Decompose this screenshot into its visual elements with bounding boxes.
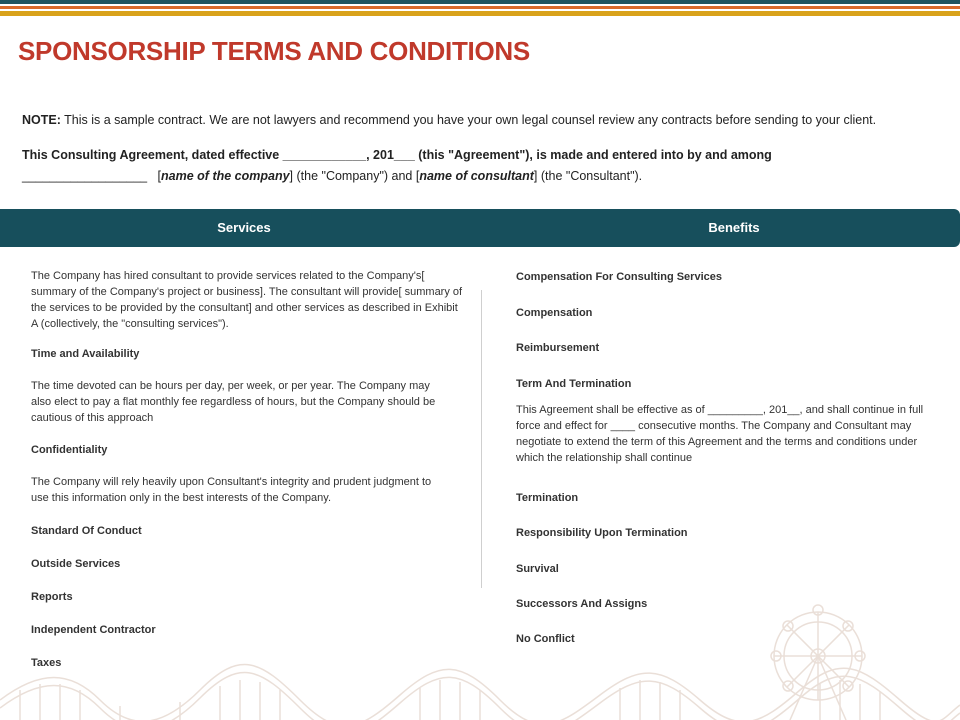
benefits-column-heading: Benefits <box>708 220 760 235</box>
benefits-term-text: This Agreement shall be effective as of _________, 201__, and shall continue in full force and effect for ____ consecutive months. The Company and Consultant may negotiate to extend the term of this Agreement and the terms and conditions under which the relationship shall continue <box>516 404 924 464</box>
note-text: This is a sample contract. We are not lawyers and recommend you have your own legal counsel review any contracts before sending to your client. <box>60 113 877 127</box>
services-heading-confidentiality: Confidentiality <box>31 444 108 456</box>
services-intro-text: The Company has hired consultant to provide services related to the Company's[ summary of the Company's project or business]. The consultant will provide[ summary of the services to be provided by the consultant] and other services as described in Exhibit A (collectively, the "consulting services"). <box>31 270 463 330</box>
top-stripe-gold <box>0 11 960 16</box>
services-heading-independent-contractor: Independent Contractor <box>31 624 156 636</box>
intro-line-1: This Consulting Agreement, dated effective ____________, 201___ (this "Agreement"), is made and entered into by and among <box>22 148 772 162</box>
company-placeholder: name of the company <box>161 169 290 183</box>
benefits-heading-successors: Successors And Assigns <box>516 598 648 610</box>
benefits-heading-survival: Survival <box>516 563 559 575</box>
services-confidentiality-text: The Company will rely heavily upon Consultant's integrity and prudent judgment to use this information only in the best interests of the Company. <box>31 476 432 504</box>
benefits-heading-reimbursement: Reimbursement <box>516 342 600 354</box>
note-paragraph <box>22 112 952 128</box>
note-label: NOTE: <box>22 113 61 127</box>
consultant-suffix: ] (the "Consultant"). <box>533 169 643 183</box>
intro-line-2: __________________ [name of the company] (the "Company") and [name of consultant] (the "Consultant"). <box>22 169 643 183</box>
services-heading-time-availability: Time and Availability <box>31 348 140 360</box>
consultant-placeholder: name of consultant <box>419 169 534 183</box>
intro-blank: __________________ <box>22 169 148 183</box>
columns-header-bar <box>0 209 960 247</box>
services-column-heading: Services <box>217 220 271 235</box>
services-time-text: The time devoted can be hours per day, per week, or per year. The Company may also elect to pay a flat monthly fee regardless of hours, but the Company should be cautious of this approach <box>31 380 436 424</box>
benefits-heading-compensation: Compensation <box>516 307 593 319</box>
benefits-heading-responsibility: Responsibility Upon Termination <box>516 527 688 539</box>
benefits-heading-no-conflict: No Conflict <box>516 633 575 645</box>
benefits-heading-compensation-consulting: Compensation For Consulting Services <box>516 271 722 283</box>
intro-paragraph <box>22 145 922 187</box>
benefits-heading-term-termination: Term And Termination <box>516 378 632 390</box>
services-heading-reports: Reports <box>31 591 73 603</box>
benefits-heading-termination: Termination <box>516 492 579 504</box>
services-heading-outside-services: Outside Services <box>31 558 121 570</box>
services-heading-standard-of-conduct: Standard Of Conduct <box>31 525 142 537</box>
services-heading-taxes: Taxes <box>31 657 62 669</box>
page-title: SPONSORSHIP TERMS AND CONDITIONS <box>18 36 530 66</box>
company-suffix: ] (the "Company") and [ <box>289 169 420 183</box>
column-divider <box>481 290 482 588</box>
